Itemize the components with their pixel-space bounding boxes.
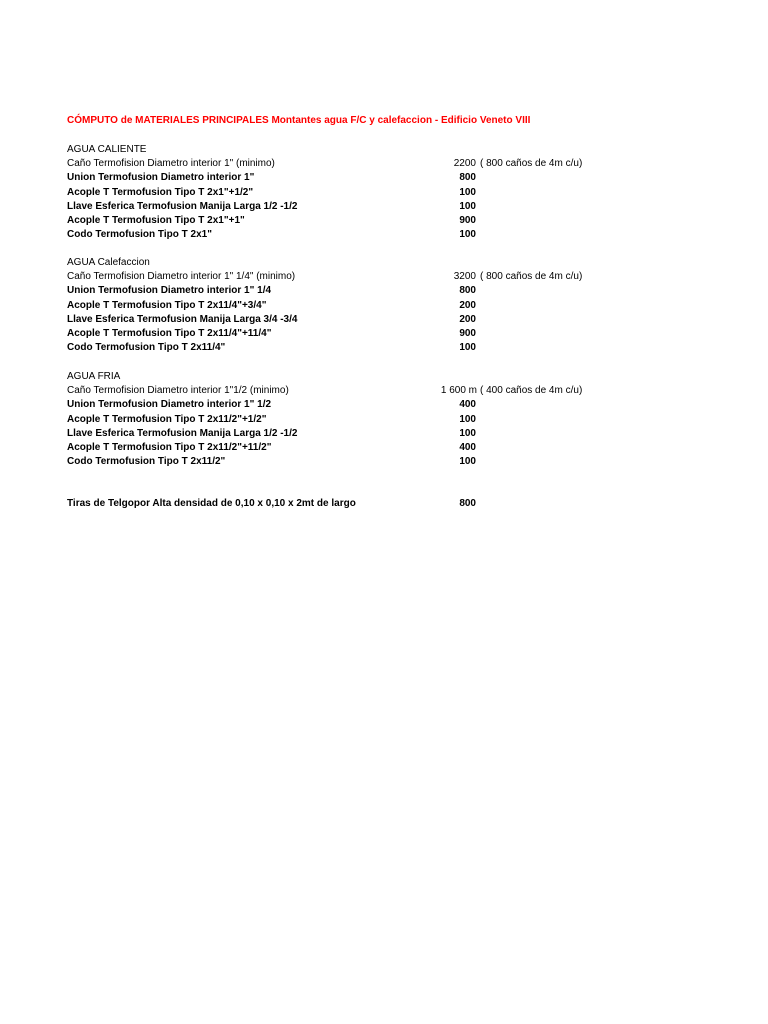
document-title: CÓMPUTO de MATERIALES PRINCIPALES Montantes agua F/C y calefaccion - Edificio Veneto VIII xyxy=(67,115,531,126)
table-row xyxy=(67,413,707,427)
table-row xyxy=(67,157,707,171)
item-note: ( 800 caños de 4m c/u) xyxy=(480,158,583,170)
item-description: Union Termofusion Diametro interior 1" 1/2 xyxy=(67,399,272,411)
item-quantity: 100 xyxy=(459,413,476,425)
table-row xyxy=(67,284,707,298)
item-quantity: 3200 xyxy=(453,271,476,283)
item-quantity: 100 xyxy=(459,427,476,439)
item-quantity: 900 xyxy=(459,214,476,226)
table-row xyxy=(67,214,707,228)
item-description: Acople T Termofusion Tipo T 2x1"+1/2" xyxy=(67,186,254,198)
item-quantity: 100 xyxy=(459,186,476,198)
section-agua-fria xyxy=(67,370,707,469)
table-row xyxy=(67,171,707,185)
item-quantity: 200 xyxy=(459,299,476,311)
table-row xyxy=(67,427,707,441)
item-description: Union Termofusion Diametro interior 1" xyxy=(67,172,255,184)
item-quantity: 100 xyxy=(459,456,476,468)
item-quantity: 900 xyxy=(459,327,476,339)
table-row xyxy=(67,228,707,242)
table-row xyxy=(67,299,707,313)
item-quantity: 400 xyxy=(459,441,476,453)
table-row xyxy=(67,327,707,341)
item-quantity: 2200 xyxy=(453,158,476,170)
item-description: Caño Termofision Diametro interior 1"1/2 (minimo) xyxy=(67,385,289,397)
section-agua-caliente xyxy=(67,143,707,242)
item-description: Union Termofusion Diametro interior 1" 1/4 xyxy=(67,285,272,297)
table-row xyxy=(67,384,707,398)
table-row xyxy=(67,270,707,284)
section-heading: AGUA Calefaccion xyxy=(67,257,150,268)
item-description: Acople T Termofusion Tipo T 2x11/4"+11/4" xyxy=(67,327,272,339)
item-quantity: 800 xyxy=(459,285,476,297)
table-row xyxy=(67,497,707,511)
item-description: Acople T Termofusion Tipo T 2x1"+1" xyxy=(67,214,245,226)
item-description: Codo Termofusion Tipo T 2x11/4" xyxy=(67,342,226,354)
item-description: Llave Esferica Termofusion Manija Larga 3/4 -3/4 xyxy=(67,313,298,325)
item-note: ( 800 caños de 4m c/u) xyxy=(480,271,583,283)
item-quantity: 100 xyxy=(459,200,476,212)
item-description: Tiras de Telgopor Alta densidad de 0,10 x 0,10 x 2mt de largo xyxy=(67,498,356,509)
item-quantity: 400 xyxy=(459,399,476,411)
section-telgopor xyxy=(67,497,707,511)
item-description: Caño Termofision Diametro interior 1" (minimo) xyxy=(67,158,275,170)
item-description: Codo Termofusion Tipo T 2x1" xyxy=(67,229,212,241)
item-description: Llave Esferica Termofusion Manija Larga 1/2 -1/2 xyxy=(67,200,298,212)
item-quantity: 1 600 m xyxy=(440,385,477,397)
table-row xyxy=(67,200,707,214)
item-description: Acople T Termofusion Tipo T 2x11/2"+11/2" xyxy=(67,441,272,453)
item-description: Codo Termofusion Tipo T 2x11/2" xyxy=(67,456,226,468)
item-description: Acople T Termofusion Tipo T 2x11/2"+1/2" xyxy=(67,413,267,425)
item-note: ( 400 caños de 4m c/u) xyxy=(480,385,583,397)
table-row xyxy=(67,341,707,355)
table-row xyxy=(67,186,707,200)
table-row xyxy=(67,313,707,327)
section-heading: AGUA FRIA xyxy=(67,371,121,382)
item-quantity: 200 xyxy=(459,313,476,325)
item-quantity: 800 xyxy=(459,498,476,509)
table-row xyxy=(67,441,707,455)
table-row xyxy=(67,398,707,412)
item-description: Llave Esferica Termofusion Manija Larga 1/2 -1/2 xyxy=(67,427,298,439)
table-row xyxy=(67,455,707,469)
item-quantity: 100 xyxy=(459,229,476,241)
item-quantity: 100 xyxy=(459,342,476,354)
section-heading: AGUA CALIENTE xyxy=(67,144,147,155)
item-description: Caño Termofision Diametro interior 1" 1/4" (minimo) xyxy=(67,271,296,283)
section-agua-calefaccion xyxy=(67,256,707,355)
item-quantity: 800 xyxy=(459,172,476,184)
item-description: Acople T Termofusion Tipo T 2x11/4"+3/4" xyxy=(67,299,267,311)
